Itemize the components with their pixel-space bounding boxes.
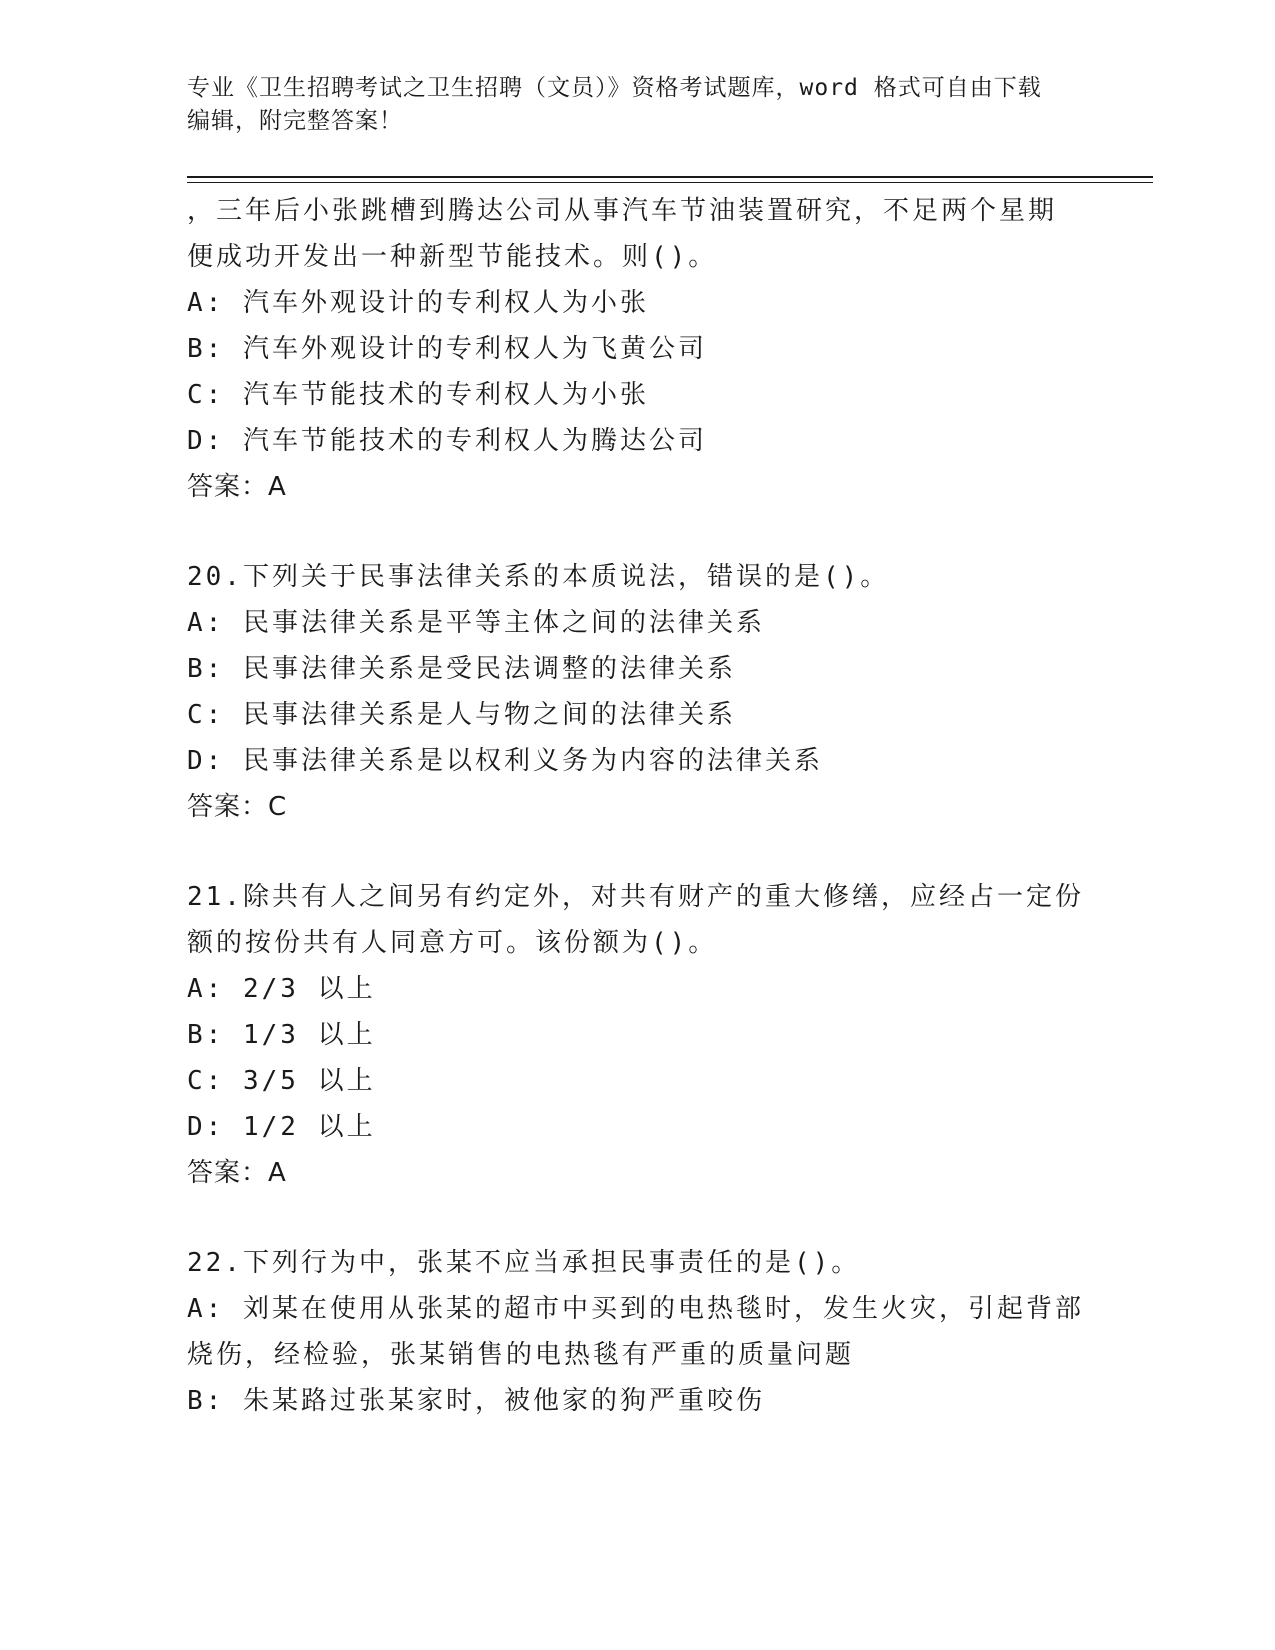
option-c: C: 民事法律关系是人与物之间的法律关系 xyxy=(187,700,736,730)
question-stem-line: 21.除共有人之间另有约定外，对共有财产的重大修缮，应经占一定份 xyxy=(187,882,1084,912)
spacer xyxy=(187,830,1087,874)
question-stem-line: 便成功开发出一种新型节能技术。则()。 xyxy=(187,242,718,272)
header-title-line-2: 编辑，附完整答案！ xyxy=(187,108,403,134)
answer-line: 答案：A xyxy=(187,472,287,502)
option-b: B: 汽车外观设计的专利权人为飞黄公司 xyxy=(187,334,707,364)
spacer xyxy=(187,510,1087,554)
option-c: C: 汽车节能技术的专利权人为小张 xyxy=(187,380,649,410)
header-divider-thick xyxy=(187,176,1153,178)
question-21 xyxy=(187,874,1087,1196)
question-22 xyxy=(187,1240,1087,1424)
question-stem-line: 22.下列行为中，张某不应当承担民事责任的是()。 xyxy=(187,1248,861,1278)
option-b: B: 民事法律关系是受民法调整的法律关系 xyxy=(187,654,736,684)
option-a: A: 民事法律关系是平等主体之间的法律关系 xyxy=(187,608,765,638)
option-a: A: 刘某在使用从张某的超市中买到的电热毯时，发生火灾，引起背部 xyxy=(187,1294,1084,1324)
question-stem-line: ，三年后小张跳槽到腾达公司从事汽车节油装置研究，不足两个星期 xyxy=(187,196,1058,226)
question-19 xyxy=(187,188,1087,510)
option-d: D: 1/2 以上 xyxy=(187,1112,376,1142)
option-c: C: 3/5 以上 xyxy=(187,1066,376,1096)
question-list xyxy=(187,188,1087,1424)
question-20 xyxy=(187,554,1087,830)
document-header xyxy=(187,72,1087,138)
question-stem-line: 20.下列关于民事法律关系的本质说法，错误的是()。 xyxy=(187,562,890,592)
option-a: A: 2/3 以上 xyxy=(187,974,376,1004)
header-divider-thin xyxy=(187,182,1153,183)
question-stem-line: 额的按份共有人同意方可。该份额为()。 xyxy=(187,928,718,958)
option-a-continuation: 烧伤，经检验，张某销售的电热毯有严重的质量问题 xyxy=(187,1340,855,1370)
option-a: A: 汽车外观设计的专利权人为小张 xyxy=(187,288,649,318)
spacer xyxy=(187,1196,1087,1240)
answer-line: 答案：A xyxy=(187,1158,287,1188)
option-d: D: 民事法律关系是以权利义务为内容的法律关系 xyxy=(187,746,823,776)
answer-line: 答案：C xyxy=(187,792,288,822)
header-title-line-1: 专业《卫生招聘考试之卫生招聘（文员）》资格考试题库，word 格式可自由下载 xyxy=(187,75,1042,101)
option-b: B: 1/3 以上 xyxy=(187,1020,376,1050)
option-d: D: 汽车节能技术的专利权人为腾达公司 xyxy=(187,426,707,456)
option-b: B: 朱某路过张某家时，被他家的狗严重咬伤 xyxy=(187,1386,765,1416)
